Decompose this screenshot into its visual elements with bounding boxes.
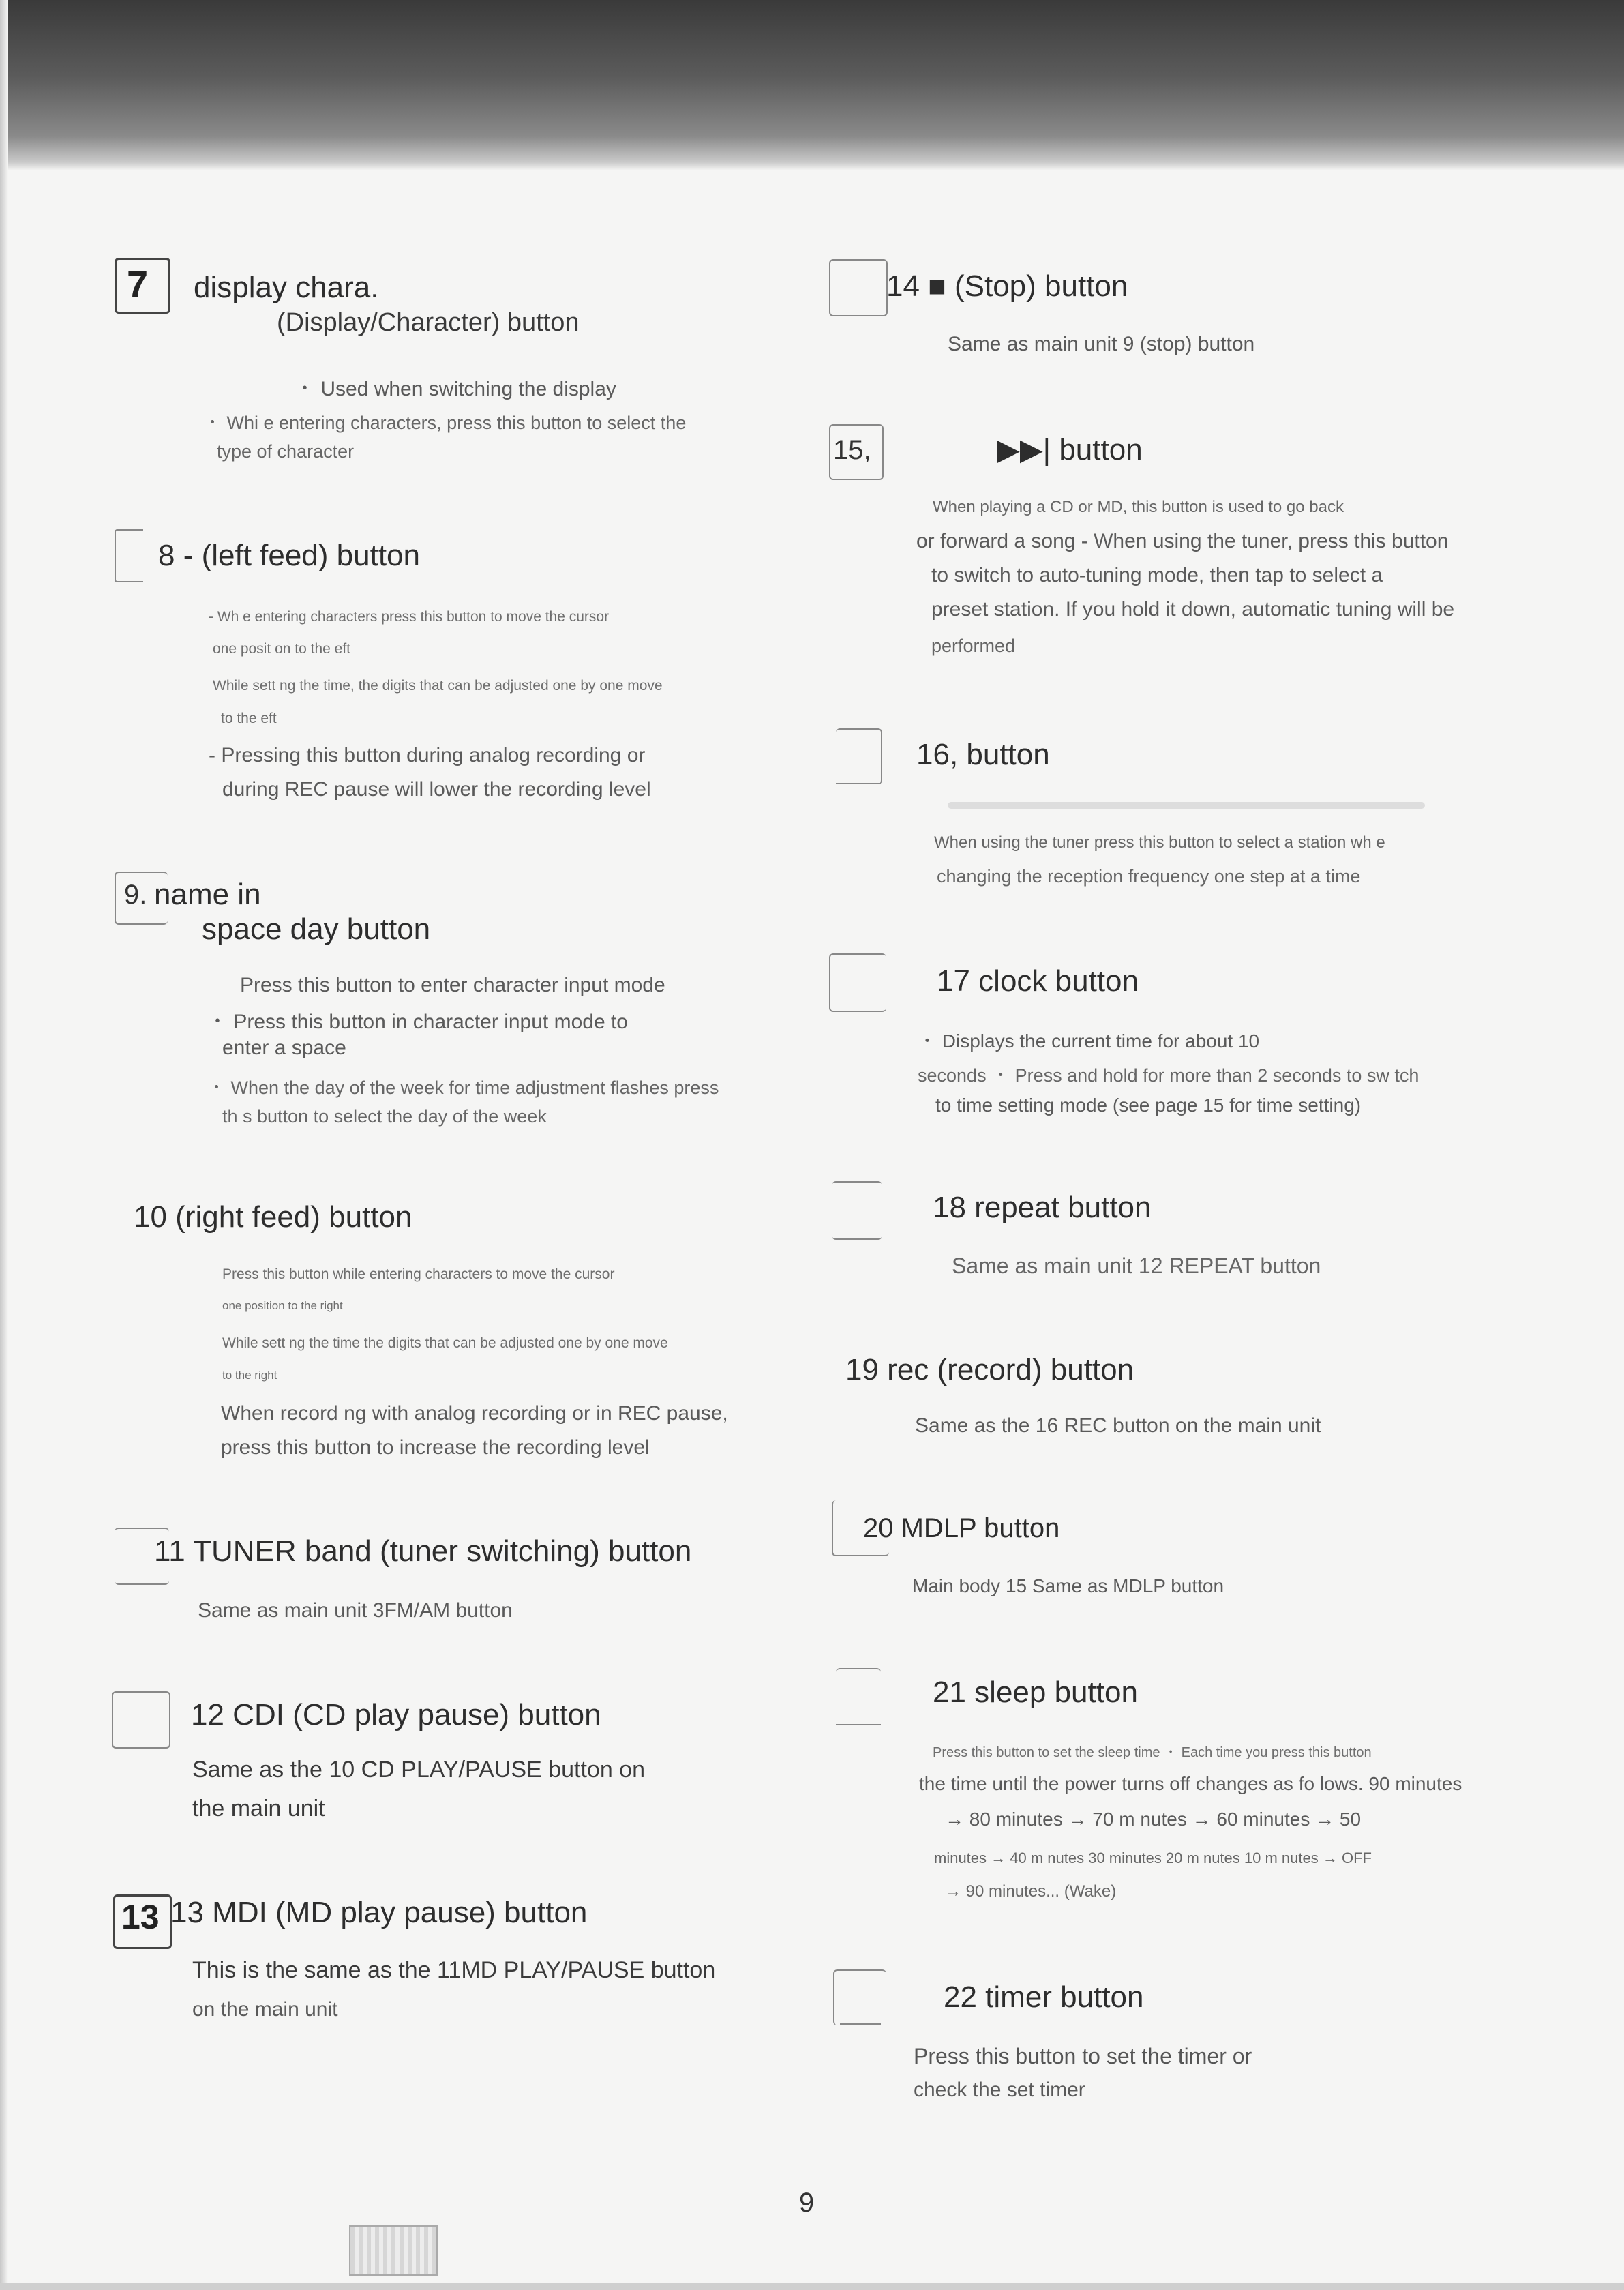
- section-title: 11 TUNER band (tuner switching) button: [154, 1534, 692, 1568]
- section-title: display chara.: [194, 271, 379, 304]
- desc-line: → 90 minutes... (Wake): [945, 1882, 1117, 1901]
- item-box-underline: [836, 1724, 881, 1725]
- desc-line: Main body 15 Same as MDLP button: [912, 1575, 1224, 1596]
- desc-line: to time setting mode (see page 15 for time setting): [935, 1095, 1362, 1116]
- item-number: 7: [127, 263, 149, 306]
- item-number: 13: [121, 1898, 160, 1936]
- item-number-box: [832, 1181, 882, 1240]
- page-left-edge: [0, 0, 8, 2290]
- desc-line: one posit on to the eft: [213, 641, 350, 657]
- desc-line: performed: [931, 636, 1016, 656]
- desc-line: seconds ・ Press and hold for more than 2 seconds to sw tch: [918, 1065, 1419, 1086]
- desc-line: to the eft: [221, 711, 277, 726]
- faded-print-line: [948, 802, 1425, 809]
- desc-line: - Wh e entering characters press this button to move the cursor: [209, 609, 610, 625]
- desc-line: th s button to select the day of the week: [222, 1106, 547, 1127]
- item-number-box: [829, 953, 886, 1012]
- item-box-underline: [840, 2023, 881, 2025]
- desc-line: ・ Displays the current time for about 10: [918, 1030, 1260, 1052]
- desc-line: preset station. If you hold it down, automatic tuning will be: [931, 598, 1455, 621]
- desc-line: ・ Used when switching the display: [295, 378, 616, 400]
- desc-line: the time until the power turns off changes as fo lows. 90 minutes: [919, 1773, 1462, 1794]
- desc-line: When record ng with analog recording or in REC pause,: [221, 1402, 728, 1425]
- section-title: ▶▶| button: [997, 433, 1143, 466]
- desc-line: to the right: [222, 1369, 277, 1382]
- item-number-box: [112, 1691, 170, 1749]
- section-title: 21 sleep button: [933, 1676, 1138, 1709]
- desc-line: Same as main unit 9 (stop) button: [948, 333, 1255, 355]
- item-number-box: [836, 728, 882, 784]
- section-title: 8 - (left feed) button: [158, 539, 420, 572]
- desc-line: check the set timer: [914, 2079, 1085, 2101]
- desc-line: This is the same as the 11MD PLAY/PAUSE button: [192, 1957, 716, 1983]
- desc-line: to switch to auto-tuning mode, then tap to select a: [931, 564, 1383, 586]
- section-title: 13 MDI (MD play pause) button: [170, 1896, 588, 1929]
- item-number-box: [836, 1668, 881, 1724]
- desc-line: press this button to increase the recording level: [221, 1436, 650, 1459]
- section-title: 19 rec (record) button: [845, 1353, 1134, 1386]
- section-title: 16, button: [916, 738, 1050, 771]
- desc-line: → 80 minutes → 70 m nutes → 60 minutes → 50: [945, 1809, 1362, 1830]
- desc-line: enter a space: [222, 1037, 346, 1059]
- section-title: 17 clock button: [937, 964, 1139, 998]
- section-subtitle: (Display/Character) button: [277, 308, 580, 337]
- desc-line: ・ Press this button in character input mode to: [207, 1011, 628, 1033]
- item-number: 9.: [124, 880, 147, 910]
- desc-line: Press this button to set the timer or: [914, 2044, 1252, 2068]
- item-number-box: [115, 529, 143, 582]
- section-title: 22 timer button: [944, 1980, 1144, 2014]
- page-number: 9: [799, 2188, 815, 2218]
- desc-line: type of character: [217, 441, 355, 462]
- section-title: 18 repeat button: [933, 1191, 1152, 1224]
- desc-line: on the main unit: [192, 1998, 338, 2021]
- desc-line: Same as the 16 REC button on the main unit: [915, 1414, 1321, 1437]
- desc-line: Same as the 10 CD PLAY/PAUSE button on: [192, 1757, 645, 1783]
- section-title: 12 CDI (CD play pause) button: [191, 1698, 601, 1731]
- desc-line: - Pressing this button during analog recording or: [209, 744, 646, 767]
- desc-line: the main unit: [192, 1796, 325, 1821]
- page-bottom-edge: [0, 2283, 1624, 2290]
- desc-line: Press this button while entering characters to move the cursor: [222, 1266, 615, 1282]
- desc-line: or forward a song - When using the tuner, press this button: [916, 530, 1449, 552]
- desc-line: Same as main unit 12 REPEAT button: [952, 1253, 1321, 1278]
- desc-line: minutes → 40 m nutes 30 minutes 20 m nutes 10 m nutes → OFF: [934, 1849, 1372, 1867]
- desc-line: Press this button to enter character input mode: [240, 974, 665, 996]
- desc-line: Press this button to set the sleep time ・ Each time you press this button: [933, 1745, 1372, 1760]
- desc-line: ・ Whi e entering characters, press this button to select the: [203, 413, 687, 433]
- section-subtitle: space day button: [202, 912, 431, 946]
- desc-line: changing the reception frequency one step at a time: [937, 866, 1361, 887]
- section-title: name in: [154, 878, 261, 911]
- desc-line: When using the tuner press this button to select a station wh e: [934, 833, 1385, 852]
- desc-line: Same as main unit 3FM/AM button: [198, 1599, 513, 1622]
- device-thumbnail-image: [349, 2225, 438, 2276]
- desc-line: one position to the right: [222, 1299, 343, 1312]
- desc-line: While sett ng the time, the digits that can be adjusted one by one move: [213, 678, 663, 694]
- item-number: 15,: [833, 435, 871, 465]
- item-number-box: [833, 1969, 886, 2025]
- section-title: 20 MDLP button: [863, 1513, 1060, 1543]
- desc-line: While sett ng the time the digits that can be adjusted one by one move: [222, 1335, 668, 1351]
- item-box-underline: [836, 783, 881, 784]
- desc-line: When playing a CD or MD, this button is used to go back: [933, 498, 1344, 516]
- item-number-box: [829, 259, 888, 316]
- page-top-shadow: [0, 0, 1624, 170]
- desc-line: ・ When the day of the week for time adjustment flashes press: [207, 1077, 719, 1098]
- section-title: 14 ■ (Stop) button: [886, 269, 1128, 303]
- desc-line: during REC pause will lower the recording level: [222, 778, 651, 801]
- section-title: 10 (right feed) button: [134, 1200, 412, 1234]
